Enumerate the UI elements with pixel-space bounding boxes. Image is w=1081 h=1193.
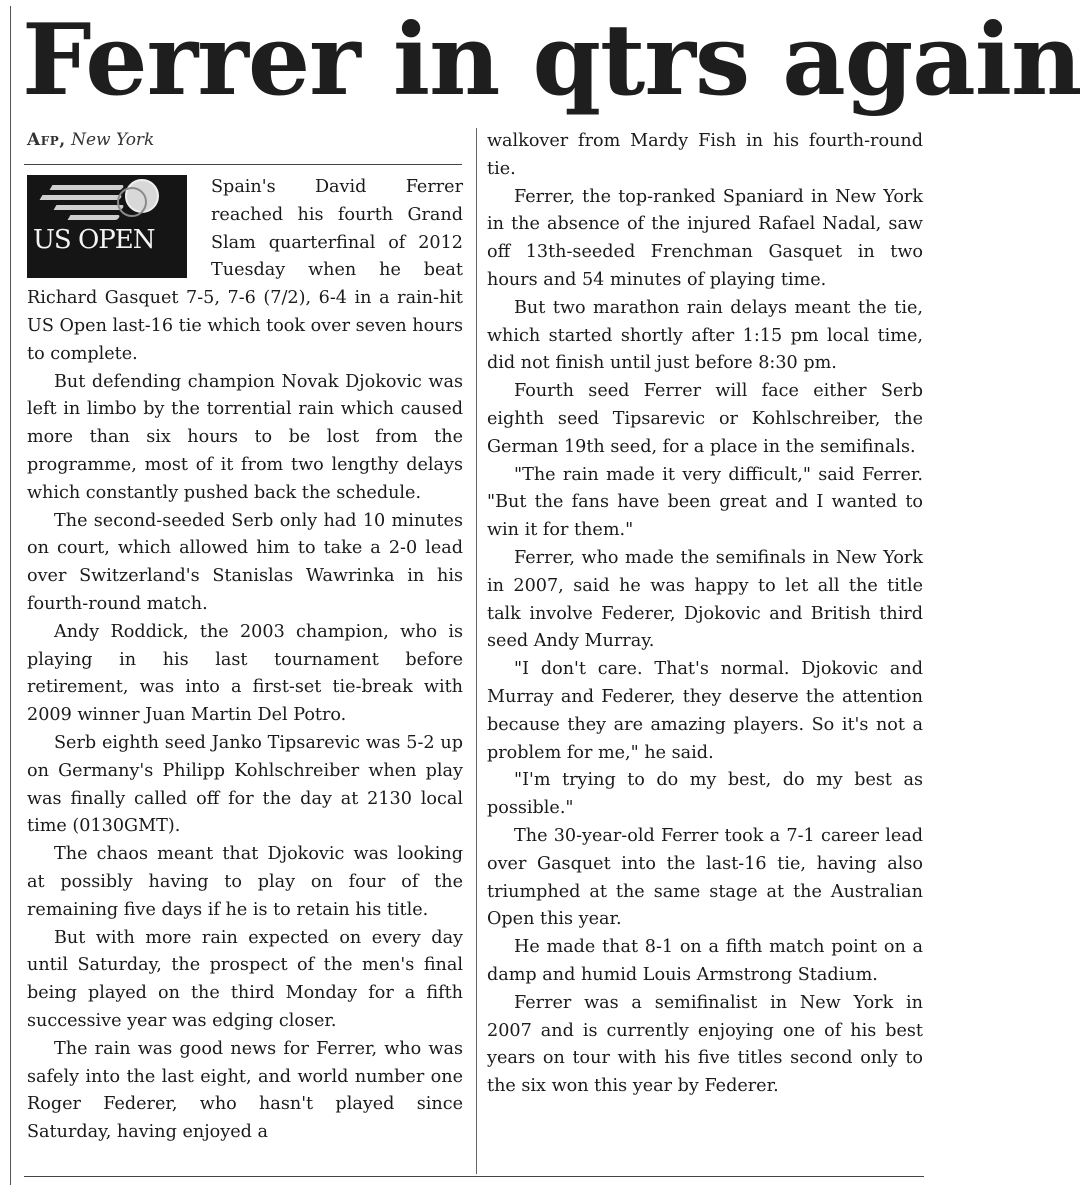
article-column-1: [27, 174, 463, 1147]
paragraph: The 30-year-old Ferrer took a 7-1 career lead over Gasquet into the last-16 tie, having also triumphed at the same stage at the Australian Open this year.: [487, 825, 923, 930]
paragraph: He made that 8-1 on a fifth match point on a damp and humid Louis Armstrong Stadium.: [487, 937, 923, 985]
paragraph: Fourth seed Ferrer will face either Serb eighth seed Tipsarevic or Kohlschreiber, the German 19th seed, for a place in the semifinals.: [487, 381, 923, 457]
paragraph: Ferrer, the top-ranked Spaniard in New York in the absence of the injured Rafael Nadal, saw off 13th-seeded Frenchman Gasquet in two hours and 54 minutes of playing time.: [487, 186, 923, 290]
us-open-logo: [27, 175, 187, 278]
paragraph: Serb eighth seed Janko Tipsarevic was 5-2 up on Germany's Philipp Kohlschreiber when play was finally called off for the day at 2130 local time (0130GMT).: [27, 732, 463, 837]
logo-flame-icon: [40, 195, 123, 200]
paragraph: But defending champion Novak Djokovic was left in limbo by the torrential rain which caused more than six hours to be lost from the programme, most of it from two lengthy delays which constantly pushed back the schedule.: [27, 371, 463, 503]
paragraph: The rain was good news for Ferrer, who was safely into the last eight, and world number one Roger Federer, who hasn't played since Saturday, having enjoyed a: [27, 1038, 463, 1143]
paragraph: But with more rain expected on every day until Saturday, the prospect of the men's final being played on the third Monday for a fifth successive year was edging closer.: [27, 927, 463, 1031]
headline: Ferrer in qtrs again: [22, 3, 1081, 118]
byline-agency: Afp,: [27, 130, 66, 150]
paragraph: But two marathon rain delays meant the tie, which started shortly after 1:15 pm local time, did not finish until just before 8:30 pm.: [487, 297, 923, 374]
paragraph: "The rain made it very difficult," said Ferrer. "But the fans have been great and I wanted to win it for them.": [487, 464, 923, 541]
paragraph: Andy Roddick, the 2003 champion, who is playing in his last tournament before retirement, was into a first-set tie-break with 2009 winner Juan Martin Del Potro.: [27, 621, 463, 726]
paragraph: The chaos meant that Djokovic was looking at possibly having to play on four of the remaining five days if he is to retain his title.: [27, 844, 463, 920]
logo-flame-icon: [54, 205, 125, 210]
left-margin-rule: [10, 6, 11, 1185]
paragraph: Ferrer, who made the semifinals in New York in 2007, said he was happy to let all the title talk involve Federer, Djokovic and British third seed Andy Murray.: [487, 547, 923, 652]
bottom-rule: [24, 1176, 924, 1177]
paragraph: Ferrer was a semifinalist in New York in 2007 and is currently enjoying one of his best years on tour with his five titles second only to the six won this year by Federer.: [487, 992, 923, 1097]
paragraph: Spain's David Ferrer reached his fourth Grand Slam quarterfinal of 2012 Tuesday when he beat Richard Gasquet 7-5, 7-6 (7/2), 6-4 in a rain-hit US Open last-16 tie which took over seven hours to complete.: [27, 177, 463, 364]
tennis-ball-icon: [125, 179, 159, 213]
article-column-2: [487, 128, 923, 1101]
logo-text: US OPEN: [33, 225, 155, 255]
byline-divider: [24, 164, 462, 165]
logo-flame-icon: [68, 215, 121, 220]
paragraph: "I don't care. That's normal. Djokovic and Murray and Federer, they deserve the attention because they are amazing players. So it's not a problem for me," he said.: [487, 659, 923, 763]
paragraph: The second-seeded Serb only had 10 minutes on court, which allowed him to take a 2-0 lead over Switzerland's Stanislas Wawrinka in his fourth-round match.: [27, 510, 463, 614]
byline: [27, 128, 154, 152]
byline-place: New York: [71, 130, 155, 150]
column-divider: [476, 128, 477, 1174]
paragraph: "I'm trying to do my best, do my best as possible.": [487, 770, 923, 819]
paragraph: walkover from Mardy Fish in his fourth-round tie.: [487, 131, 923, 179]
logo-flame-icon: [50, 185, 125, 190]
